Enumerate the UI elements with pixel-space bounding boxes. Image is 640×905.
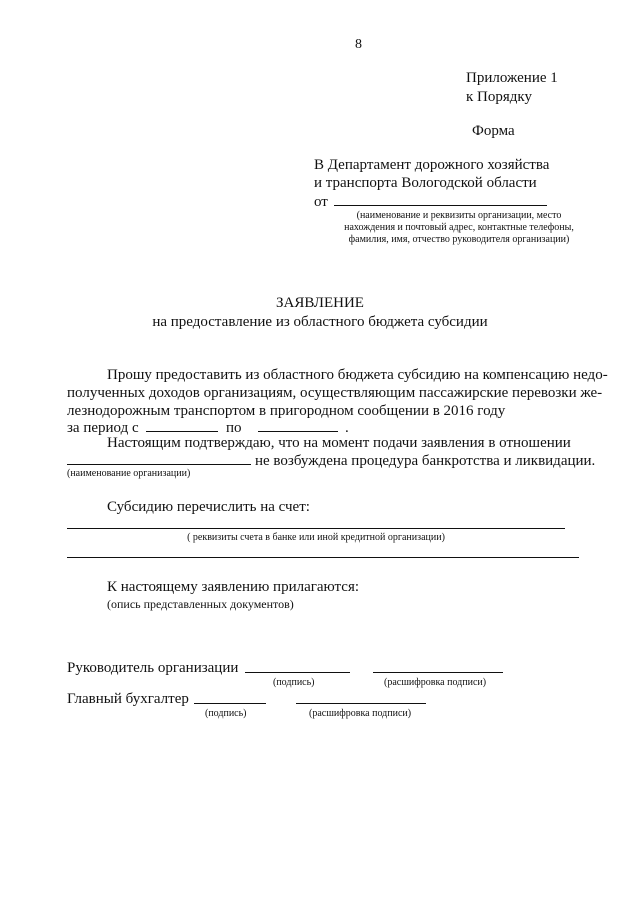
para1-line3: лезнодорожным транспортом в пригородном сообщении в 2016 году — [67, 403, 506, 419]
annex-line2: к Порядку — [466, 89, 532, 105]
from-label: от — [314, 194, 328, 210]
account-hint: ( реквизиты счета в банке или иной кредитной организации) — [187, 532, 445, 543]
document-title: ЗАЯВЛЕНИЕ — [276, 295, 364, 311]
period-end-field[interactable] — [258, 431, 338, 432]
from-hint-line1: (наименование и реквизиты организации, место — [356, 210, 562, 221]
attachments-label: К настоящему заявлению прилагаются: — [107, 579, 360, 595]
account-field-line2[interactable] — [67, 557, 579, 558]
period-to-label: по — [226, 420, 242, 436]
annex-line1: Приложение 1 — [466, 70, 558, 86]
para1-line2: полученных доходов организациям, осуществляющим пассажирские перевозки же- — [67, 385, 603, 401]
attachments-hint: (опись представленных документов) — [107, 597, 294, 611]
head-decoding-hint: (расшифровка подписи) — [384, 677, 487, 688]
from-hint-line2: нахождения и почтовый адрес, контактные телефоны, — [344, 222, 574, 233]
account-field-line1[interactable] — [67, 528, 565, 529]
head-signature-hint: (подпись) — [273, 677, 315, 688]
para1-line1: Прошу предоставить из областного бюджета субсидию на компенсацию недо- — [107, 367, 608, 383]
organization-name-hint: (наименование организации) — [67, 468, 191, 479]
head-decoding-field[interactable] — [373, 672, 503, 673]
period-label: за период с — [67, 420, 139, 436]
para2-line1: Настоящим подтверждаю, что на момент подачи заявления в отношении — [107, 435, 571, 451]
accountant-signature-label: Главный бухгалтер — [67, 691, 189, 707]
from-blank-line[interactable] — [334, 205, 547, 206]
from-hint-line3: фамилия, имя, отчество руководителя организации) — [348, 234, 570, 245]
organization-name-field[interactable] — [67, 464, 251, 465]
period-end-dot: . — [345, 420, 349, 436]
addressee-line1: В Департамент дорожного хозяйства — [314, 157, 550, 173]
head-signature-field[interactable] — [245, 672, 350, 673]
document-subtitle: на предоставление из областного бюджета субсидии — [152, 314, 488, 330]
period-start-field[interactable] — [146, 431, 218, 432]
para2-line2: не возбуждена процедура банкротства и ликвидации. — [255, 453, 596, 469]
form-label: Форма — [472, 123, 515, 139]
accountant-decoding-hint: (расшифровка подписи) — [309, 708, 412, 719]
accountant-decoding-field[interactable] — [296, 703, 426, 704]
accountant-signature-hint: (подпись) — [205, 708, 247, 719]
accountant-signature-field[interactable] — [194, 703, 266, 704]
addressee-line2: и транспорта Вологодской области — [314, 175, 537, 191]
head-signature-label: Руководитель организации — [67, 660, 239, 676]
page-number: 8 — [355, 37, 362, 52]
account-label: Субсидию перечислить на счет: — [107, 499, 310, 515]
